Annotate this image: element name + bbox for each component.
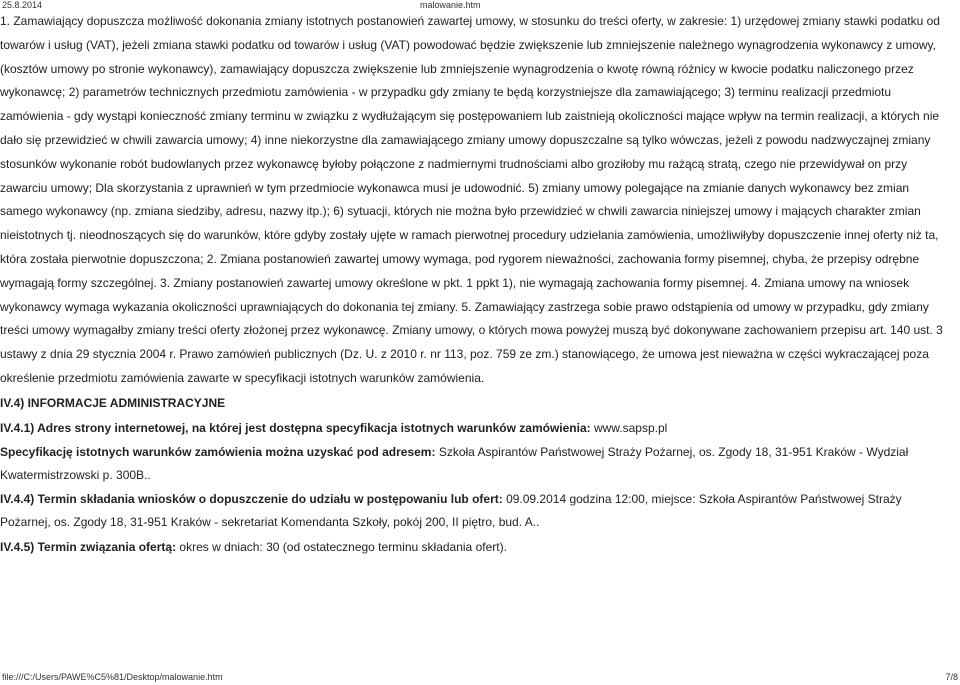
section-heading: IV.4) INFORMACJE ADMINISTRACYJNE	[0, 395, 226, 410]
item-binding-label: IV.4.5) Termin związania ofertą:	[0, 539, 177, 554]
amendment-paragraph: 1. Zamawiający dopuszcza możliwość dokonania zmiany istotnych postanowień zawartej umowy, w stosunku do treści oferty, w zakresie: 1) urzędowej zmiany stawki podatku od towarów i usług (VAT), jeżeli zmiana stawki podatku od towarów i usług (VAT) powodować będzie zwiększenie lub zmniejszenie należnego wynagrodzenia wykonawcy z umowy, (kosztów umowy po stronie wykonawcy), zamawiający dopuszcza zwiększenie lub zmniejszenie wynagrodzenia o kwotę równą różnicy w kwocie podatku naliczonego przez wykonawcę; 2) parametrów technicznych przedmiotu zamówienia - w przypadku gdy zmiany te będą korzystniejsze dla zamawiającego; 3) terminu realizacji przedmiotu zamówienia - gdy wystąpi konieczność zmiany terminu w związku z wydłużającym się postępowaniem lub zaistnieją okoliczności mające wpływ na termin realizacji, a których nie dało się przewidzieć w chwili zawarcia umowy; 4) inne niekorzystne dla zamawiającego zmiany umowy dopuszczalne są tylko wówczas, jeżeli z powodu nadzwyczajnej zmiany stosunków wykonanie robót budowlanych przez wykonawcę byłoby połączone z nadmiernymi trudnościami albo groziłoby mu rażącą stratą, czego nie przewidywał on przy zawarciu umowy; Dla skorzystania z uprawnień w tym przedmiocie wykonawca musi je udowodnić. 5) zmiany umowy polegające na zmianie danych wykonawcy bez zmian samego wykonawcy (np. zmiana siedziby, adresu, nazwy itp.); 6) sytuacji, których nie można było przewidzieć w chwili zawarcia niniejszej umowy i mających charakter zmian nieistotnych tj. nieodnoszących się do warunków, które gdyby zostały ujęte w ramach pierwotnej procedury udzielania zamówienia, umożliwiłyby dopuszczenie innej oferty niż ta, która została pierwotnie dopuszczona; 2. Zmiana postanowień zawartej umowy wymaga, pod rygorem nieważności, zachowania formy pisemnej, chyba, że przepisy odrębne wymagają formy szczególnej. 3. Zmiany postanowień zawartej umowy określone w pkt. 1 ppkt 1), nie wymagają zachowania formy pisemnej. 4. Zmiana umowy na wniosek wykonawcy wymaga wykazania okoliczności uprawniających do dokonania tej zmiany. 5. Zamawiający zastrzega sobie prawo odstąpienia od umowy w przypadku, gdy zmiany treści umowy wymagałby zmiany treści oferty złożonej przez wykonawcę. Zmiany umowy, o których mowa powyżej muszą być dokonywane zachowaniem przepisu art. 140 ust. 3 ustawy z dnia 29 stycznia 2004 r. Prawo zamówień publicznych (Dz. U. z 2010 r. nr 113, poz. 759 ze zm.) stanowiącego, że umowa jest nieważna w części wykraczającej poza określenie przedmiotu zamówienia zawarte w specyfikacji istotnych warunków zamówienia.	[0, 14, 943, 385]
item-submission-label: IV.4.4) Termin składania wniosków o dopuszczenie do udziału w postępowaniu lub ofert:	[0, 491, 503, 506]
item-specification-value: Szkoła Aspirantów Państwowej Straży Pożarnej, os. Zgody 18, 31-951 Kraków - Wydział Kwatermistrzowski p. 300B..	[0, 444, 909, 483]
item-submission-value: 09.09.2014 godzina 12:00, miejsce: Szkoła Aspirantów Państwowej Straży Pożarnej, os. Zgody 18, 31-951 Kraków - sekretariat Komendanta Szkoły, pokój 200, II piętro, bud. A..	[0, 491, 902, 530]
print-title: malowanie.htm	[420, 0, 481, 10]
item-website	[0, 416, 948, 441]
item-binding-value: okres w dniach: 30 (od ostatecznego terminu składania ofert).	[176, 539, 507, 554]
item-binding-period	[0, 535, 948, 560]
item-specification-address	[0, 441, 948, 488]
print-date: 25.8.2014	[2, 0, 43, 10]
print-footer	[0, 672, 960, 685]
document-content	[0, 10, 948, 560]
page-number: 7/8	[945, 672, 958, 682]
item-website-value: www.sapsp.pl	[590, 420, 668, 435]
item-submission-deadline	[0, 488, 948, 535]
file-path: file:///C:/Users/PAWE%C5%81/Desktop/malowanie.htm	[2, 672, 223, 682]
item-specification-label: Specyfikację istotnych warunków zamówienia można uzyskać pod adresem:	[0, 444, 436, 459]
item-website-label: IV.4.1) Adres strony internetowej, na której jest dostępna specyfikacja istotnych warunków zamówienia:	[0, 420, 591, 435]
